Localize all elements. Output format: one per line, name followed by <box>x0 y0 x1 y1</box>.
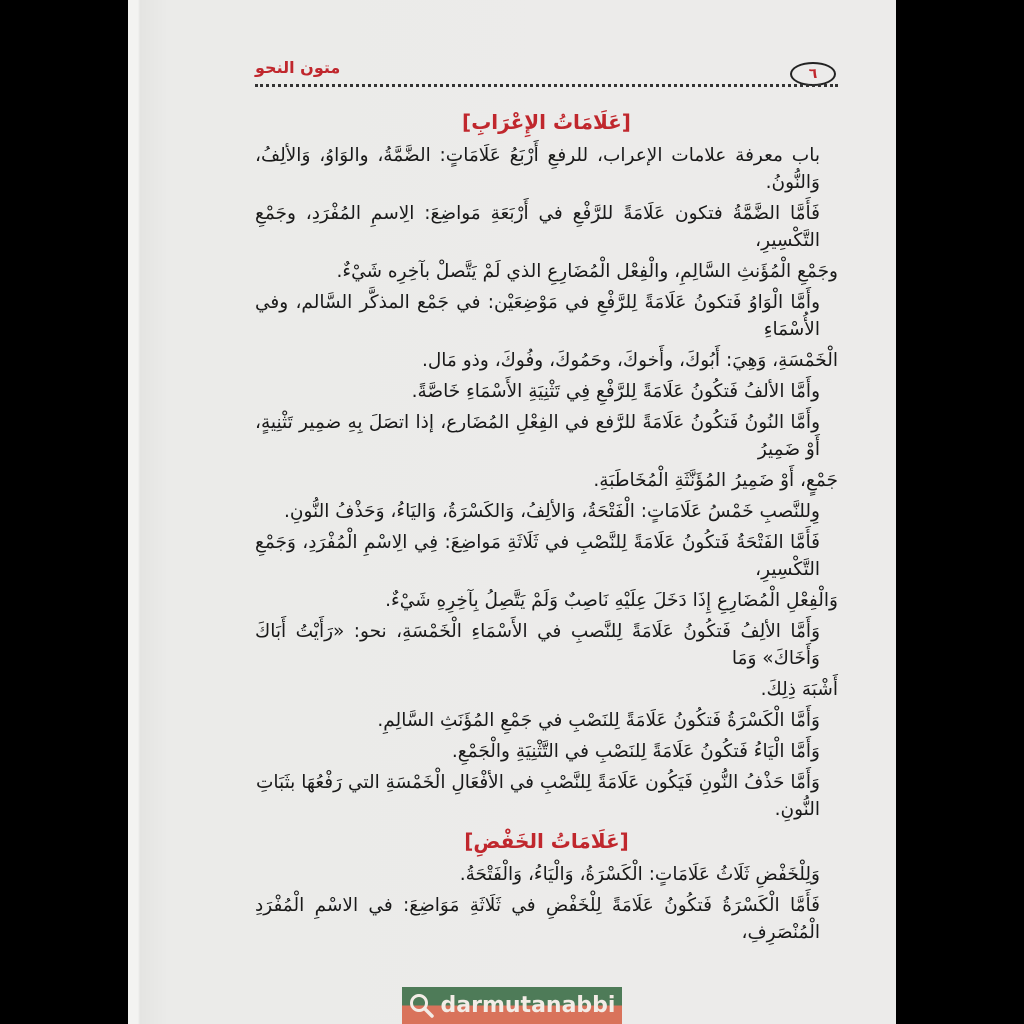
section-title-khafd: [عَلَامَاتُ الخَفْضِ] <box>464 829 629 853</box>
text-line: وَأَمَّا الألِفُ فَتكُونُ عَلَامَةً لِلنَّصبِ في الأَسْمَاءِ الْخَمْسَةِ، نحو: «رَأَيْتُ أَبَاكَ وَأَخَاكَ» وَمَا <box>255 621 820 669</box>
text-line: أَشْبَهَ ذِلِكَ. <box>760 679 838 700</box>
text-line: وجَمْعِ الْمُؤَنثِ السَّالِمِ، والْفِعْل الْمُضَارِعِ الذي لَمْ يَتَّصلْ بآخِرِه شَيْءٌ. <box>336 261 838 282</box>
text-line: فَأَمَّا الفَتْحَةُ فَتكُونُ عَلَامَةً لِلنَّصْبِ في ثَلَاثَةِ مَواضِعَ: فِي الِاسْمِ الْمُفْرَدِ، وَجَمْعِ التَّكْسِيرِ، <box>255 532 820 580</box>
section-title-irab: [عَلَامَاتُ الإِعْرَابِ] <box>462 110 631 134</box>
watermark-text: darmutanabbi <box>440 993 616 1018</box>
section-title-text: عَلَامَاتُ الخَفْضِ <box>473 829 620 853</box>
search-icon <box>409 993 435 1019</box>
text-line: جَمْعٍ، أَوْ ضَمِيرُ المُؤَنَّثَةِ الْمُخَاطَبَةِ. <box>593 470 838 491</box>
text-line: وَالْفِعْلِ الْمُضَارِعِ إِذَا دَخَلَ عِلَيْهِ نَاصِبٌ وَلَمْ يَتَّصِلُ بِآخِرِهِ شَيْءٌ. <box>385 590 838 611</box>
text-line: وَأَمَّا الْيَاءُ فَتكُونُ عَلَامَةً لِلنَصْبِ في التَّثْنِيَةِ والْجَمْعِ. <box>451 741 820 762</box>
page-number: ٦ <box>790 62 836 86</box>
text-line: باب معرفة علامات الإعراب، للرفعِ أَرْبَعُ عَلَامَاتٍ: الضَّمَّةُ، والوَاوُ، وَالألِفُ، وَالنُّونُ. <box>255 145 820 193</box>
text-line: وأَمَّا النُونُ فَتكُونُ عَلَامَةً للرَّفع في الفِعْلِ المُضَارع، إذا اتصَلَ بِهِ ضمِير تَثْنِيةٍ، أَوْ ضَمِيرُ <box>255 412 820 460</box>
text-line: وَلِلْخَفْضِ ثَلَاثُ عَلَامَاتٍ: الْكَسْرَةُ، وَالْيَاءُ، وَالْفَتْحَةُ. <box>459 864 820 885</box>
text-line: وَأَمَّا حَذْفُ النُّونِ فَيَكُون عَلَامَةً لِلنَّصْبِ في الأفْعَالِ الْخَمْسَةِ التي رَفْعُهَا بثَبَاتِ النُّونِ. <box>255 772 820 820</box>
text-line: وَأَمَّا الْكَسْرَةُ فَتكُونُ عَلَامَةً لِلنَصْبِ في جَمْعِ المُؤَنَثِ السَّالِمِ. <box>377 710 820 731</box>
text-line: وأَمَّا الألفُ فَتكُونُ عَلَامَةً لِلرَّفْعِ فِي تَثْنِيَةِ الأَسْمَاءِ خَاصَّةً. <box>411 381 820 402</box>
running-header-title: متون النحو <box>255 58 341 77</box>
header-divider <box>255 84 838 87</box>
watermark <box>402 987 622 1024</box>
page-body <box>255 104 838 950</box>
text-line: وِللنَّصبِ خَمْسُ عَلَامَاتٍ: الْفَتْحَةُ، وَالألِفُ، وَالكَسْرَةُ، وَاليَاءُ، وَحَذْفُ النُّونِ. <box>284 501 820 522</box>
text-line: فَأَمَّا الضَّمَّةُ فتكون عَلَامَةً للرَّفْعِ في أَرْبَعَةِ مَواضِعَ: الِاسمِ المُفْرَدِ، وجَمْعِ التَّكْسِيرِ، <box>255 203 820 251</box>
text-line: الْخَمْسَةِ، وَهِيَ: أَبُوكَ، وأَخوكَ، وحَمُوكَ، وفُوكَ، وذو مَال. <box>421 350 838 371</box>
text-line: وأَمَّا الْوَاوُ فَتكونُ عَلَامَةً لِلرَّفْعِ في مَوْضِعَيْن: في جَمْع المذكَّر السَّالم، وفي الأُسْمَاءِ <box>255 292 820 340</box>
section-title-text: عَلَامَاتُ الإِعْرَابِ <box>471 110 622 134</box>
text-line: فَأَمَّا الْكَسْرَةُ فَتكُونُ عَلَامَةً لِلْخَفْضِ في ثَلَاثَةِ مَوَاضِعَ: في الاسْمِ الْمُفْرَدِ الْمُنْصَرِفِ، <box>255 895 820 943</box>
